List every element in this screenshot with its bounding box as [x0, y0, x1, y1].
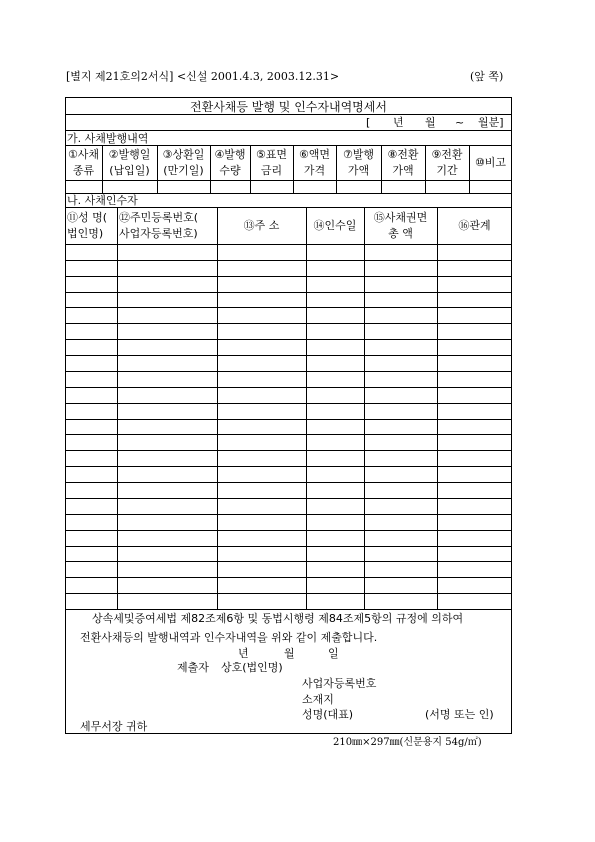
- row-divider: [65, 244, 512, 245]
- table-row-line: [65, 450, 512, 451]
- section-a-col-header: [65, 147, 102, 179]
- col-header-line-2: 가액: [347, 163, 370, 177]
- divider: [65, 145, 512, 146]
- table-row-line: [65, 403, 512, 404]
- col-header-line-1: ⑧전환: [387, 148, 419, 161]
- period-year: 년: [393, 116, 404, 129]
- column-divider: [364, 207, 365, 609]
- col-header-line-2: (납입일): [109, 163, 150, 177]
- form-title: 전환사채등 발행 및 인수자내역명세서: [190, 100, 387, 114]
- table-row-line: [65, 546, 512, 547]
- col-header-line-2: 가액: [392, 163, 414, 177]
- col-header-line-1: ⑮사채권면: [373, 211, 428, 224]
- table-row-line: [65, 355, 512, 356]
- table-row-line: [65, 371, 512, 372]
- col-header-line-1: ⑥액면: [298, 148, 331, 161]
- declaration-divider: [65, 609, 512, 610]
- col-header-line-2: 금리: [260, 163, 283, 177]
- col-header-line-2: (만기일): [163, 163, 204, 177]
- col-header-line-1: ⑨전환: [431, 148, 463, 161]
- col-header-line-1: ⑦발행: [342, 148, 375, 161]
- table-row-line: [65, 482, 512, 483]
- col-header-line-2: 법인명): [67, 226, 104, 240]
- section-b-title: 나. 사채인수자: [67, 194, 138, 207]
- column-divider: [217, 207, 218, 609]
- table-row-line: [65, 339, 512, 340]
- divider: [65, 114, 512, 115]
- section-a-col-header: [102, 147, 157, 179]
- section-b-col-header: [217, 218, 306, 234]
- col-header-line-1: ⑭인수일: [313, 219, 357, 232]
- col-header-line-1: ④발행: [214, 148, 246, 161]
- table-row-line: [65, 276, 512, 277]
- table-row-line: [65, 419, 512, 420]
- period-tilde: ~: [455, 116, 465, 129]
- table-row-line: [65, 561, 512, 562]
- table-row-line: [65, 307, 512, 308]
- address-label: 소재지: [302, 693, 334, 706]
- col-header-line-2: 사업자등록번호): [119, 226, 198, 240]
- business-number-label: 사업자등록번호: [302, 677, 377, 690]
- col-header-line-2: 총 액: [388, 226, 413, 240]
- section-a-title: 가. 사채발행내역: [67, 132, 149, 145]
- section-b-col-header: [306, 218, 364, 234]
- section-b-col-header: [65, 210, 119, 242]
- section-a-col-header: [250, 147, 293, 179]
- section-a-col-header: [469, 155, 512, 171]
- section-a-col-header: [157, 147, 210, 179]
- col-header-line-1: ③상환일: [162, 148, 205, 161]
- period-month: 월: [425, 116, 436, 129]
- table-row-line: [65, 498, 512, 499]
- table-row-line: [65, 593, 512, 594]
- col-header-line-1: ⑫주민등록번호(: [119, 211, 199, 224]
- col-header-line-1: ①사채: [67, 148, 100, 161]
- col-header-line-1: ⑯관계: [458, 219, 491, 232]
- table-row-line: [65, 292, 512, 293]
- page-side-label: (앞 쪽): [470, 70, 504, 83]
- declaration-line-1: 상속세및증여세법 제82조제6항 및 동법시행령 제84조제5항의 규정에 의하여: [92, 612, 464, 625]
- table-row-line: [65, 466, 512, 467]
- col-header-line-1: ⑤표면: [255, 148, 288, 161]
- col-header-line-2: 기간: [436, 163, 458, 177]
- col-header-line-1: ⑬주 소: [243, 219, 280, 232]
- table-row-line: [65, 514, 512, 515]
- column-divider: [437, 207, 438, 609]
- col-header-line-2: 수량: [219, 163, 241, 177]
- table-row-line: [65, 260, 512, 261]
- section-a-row-divider: [65, 180, 512, 181]
- representative-name-label: 성명(대표): [302, 708, 354, 721]
- section-b-col-header: [437, 218, 512, 234]
- addressee: 세무서장 귀하: [80, 720, 148, 733]
- section-a-col-header: [336, 147, 381, 179]
- form-reference: [별지 제21호의2서식] <신설 2001.4.3, 2003.12.31>: [66, 70, 340, 83]
- section-b-col-header: [364, 210, 437, 242]
- section-b-col-header: [117, 210, 219, 242]
- section-a-col-header: [425, 147, 469, 179]
- table-row-line: [65, 387, 512, 388]
- paper-spec: 210㎜×297㎜(신문용지 54g/㎡): [333, 737, 482, 748]
- date-month: 월: [284, 647, 295, 660]
- col-header-line-1: ⑪성 명(: [67, 211, 108, 224]
- col-header-line-1: ②발행일: [108, 148, 151, 161]
- period-open: [: [366, 116, 371, 129]
- column-divider: [117, 207, 118, 609]
- col-header-line-1: ⑩비고: [474, 156, 507, 169]
- date-day: 일: [328, 647, 339, 660]
- table-row-line: [65, 577, 512, 578]
- divider: [65, 130, 512, 131]
- section-a-col-header: [293, 147, 336, 179]
- column-divider: [306, 207, 307, 609]
- date-year: 년: [238, 647, 249, 660]
- table-row-line: [65, 530, 512, 531]
- signature-label: (서명 또는 인): [425, 708, 494, 721]
- declaration-line-2: 전환사채등의 발행내역과 인수자내역을 위와 같이 제출합니다.: [80, 631, 378, 644]
- table-row-line: [65, 323, 512, 324]
- table-row-line: [65, 434, 512, 435]
- section-a-col-header: [210, 147, 250, 179]
- section-a-col-header: [381, 147, 425, 179]
- col-header-line-2: 종류: [72, 163, 95, 177]
- col-header-line-2: 가격: [303, 163, 326, 177]
- divider: [65, 207, 512, 208]
- period-end: 월분]: [478, 116, 504, 129]
- submitter-label: 제출자: [177, 661, 209, 674]
- company-label: 상호(법인명): [221, 661, 283, 674]
